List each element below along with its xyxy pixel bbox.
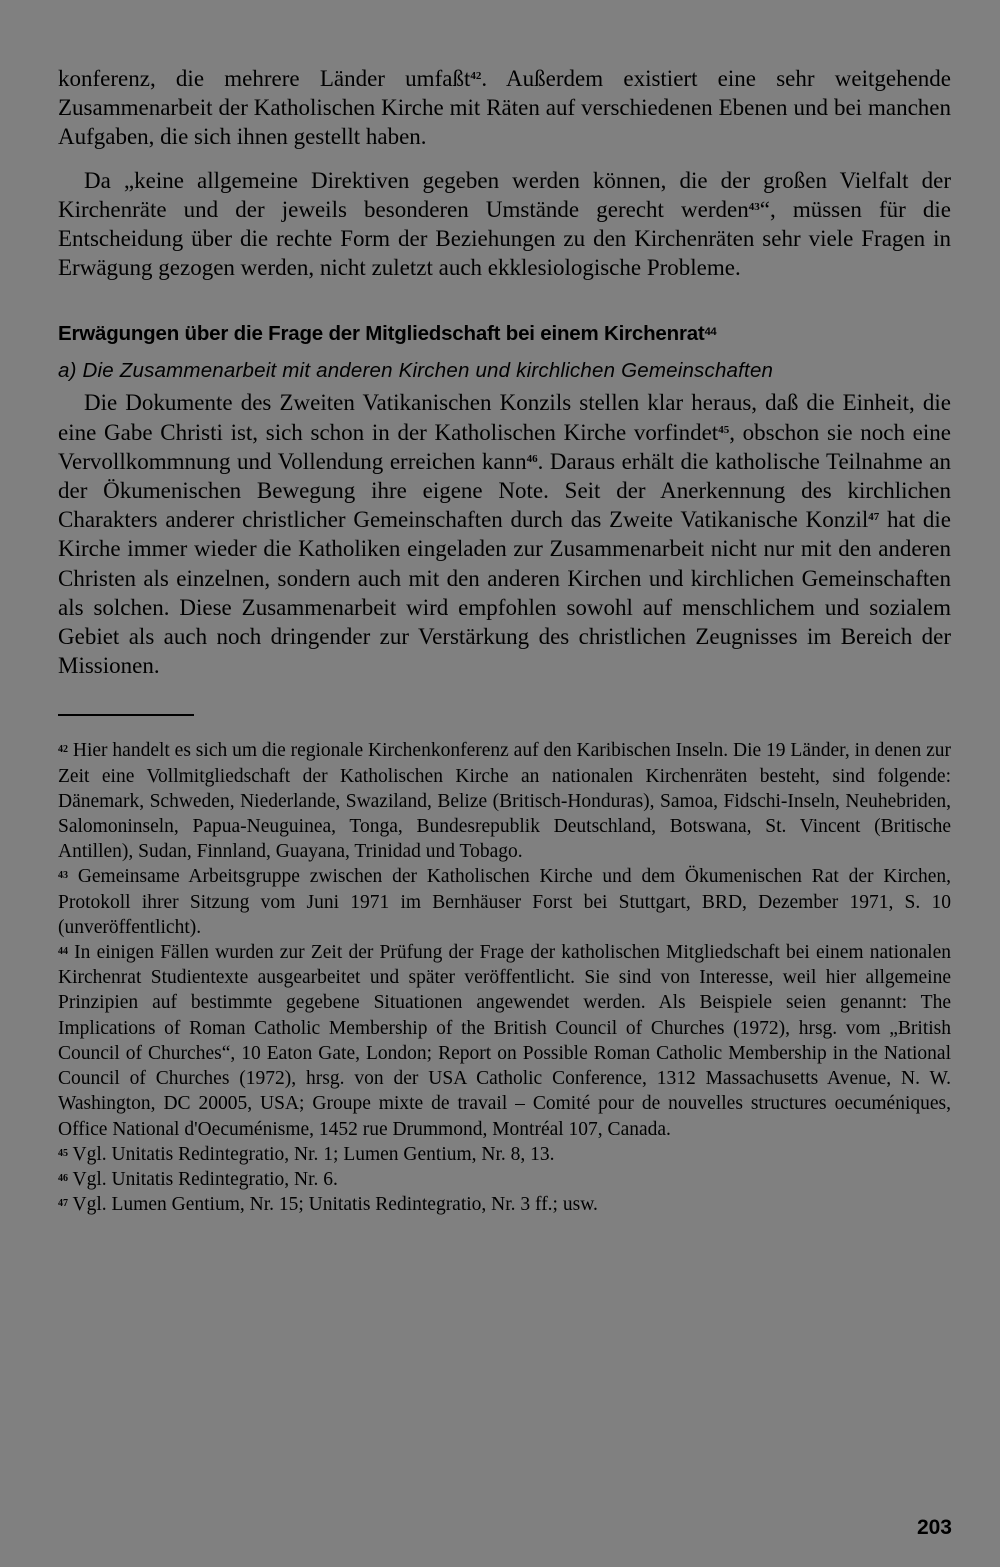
footnote-ref: 46	[526, 452, 538, 465]
footnote-number: 46	[58, 1172, 68, 1184]
footnote-ref: 45	[718, 423, 730, 436]
footnote-ref: 44	[704, 326, 717, 339]
page-content	[58, 64, 951, 1217]
paragraph-text: Die Dokumente des Zweiten Vatikanischen Konzils stellen klar heraus, daß die Einheit, die eine Gabe Christi ist, sich schon in der Katholischen Kirche vorfindet	[58, 390, 951, 445]
footnote-number: 42	[58, 744, 68, 756]
body-paragraph-2	[58, 166, 951, 283]
body-paragraph-1	[58, 64, 951, 152]
footnote-45	[58, 1142, 951, 1167]
footnote-text: Vgl. Unitatis Redintegratio, Nr. 6.	[68, 1168, 338, 1190]
footnote-number: 47	[58, 1198, 68, 1210]
footnote-divider	[58, 714, 194, 716]
heading-text: Erwägungen über die Frage der Mitgliedschaft bei einem Kirchenrat	[58, 322, 705, 346]
paragraph-text: . Daraus erhält die katholische Teilnahme an der Ökumenischen Bewegung ihre eigene Note. Seit der Anerkennung des kirchlichen Charakters anderer christlicher Gemeinschaften durch das Zweite Vatikanische Konzil	[58, 448, 951, 533]
footnote-ref: 47	[868, 511, 880, 524]
footnote-42	[58, 738, 951, 864]
footnote-47	[58, 1192, 951, 1217]
footnote-number: 44	[58, 946, 68, 958]
footnote-46	[58, 1167, 951, 1192]
paragraph-text: . Außerdem existiert eine sehr weitgehende Zusammenarbeit der Katholischen Kirche mit Räten auf verschiedenen Ebenen und bei manchen Aufgaben, die sich ihnen gestellt haben.	[58, 66, 952, 150]
footnotes	[58, 738, 951, 1217]
footnote-number: 45	[58, 1147, 68, 1159]
body-paragraph-3	[58, 388, 951, 680]
footnote-ref: 43	[748, 200, 760, 213]
footnote-number: 43	[58, 870, 68, 882]
paragraph-text: konferenz, die mehrere Länder umfaßt	[58, 66, 471, 91]
footnote-text: Vgl. Unitatis Redintegratio, Nr. 1; Lumen Gentium, Nr. 8, 13.	[68, 1143, 555, 1165]
footnote-44	[58, 940, 951, 1142]
paragraph-text: Da „keine allgemeine Direktiven gegeben werden können, die der großen Vielfalt der Kirchenräte und der jeweils besonderen Umstände gerecht werden	[58, 167, 951, 222]
page-number: 203	[916, 1516, 952, 1539]
subsection-heading: a) Die Zusammenarbeit mit anderen Kirchen und kirchlichen Gemeinschaften	[58, 359, 774, 383]
paragraph-text: hat die Kirche immer wieder die Katholiken eingeladen zur Zusammenarbeit nicht nur mit den anderen Christen als einzelnen, sondern auch mit den anderen Kirchen und kirchlichen Gemeinschaften als solchen. Diese Zusammenarbeit wird empfohlen sowohl auf menschlichem und sozialem Gebiet als auch noch dringender zur Verstärkung des christlichen Zeugnisses im Bereich der Missionen.	[58, 507, 951, 679]
footnote-43	[58, 864, 951, 940]
footnote-text: Vgl. Lumen Gentium, Nr. 15; Unitatis Redintegratio, Nr. 3 ff.; usw.	[68, 1194, 598, 1216]
paragraph-text: , obschon sie noch eine Vervollkommnung und Vollendung erreichen kann	[58, 419, 951, 474]
footnote-text: Hier handelt es sich um die regionale Kirchenkonferenz auf den Karibischen Inseln. Die 19 Länder, in denen zur Zeit eine Vollmitgliedschaft der Katholischen Kirche an nationalen Kirchenräten besteht, sind folgende: Dänemark, Schweden, Niederlande, Swaziland, Belize (Britisch-Honduras), Samoa, Fidschi-Inseln, Neuhebriden, Salomoninseln, Papua-Neuguinea, Tonga, Bundesrepublik Deutschland, Botswana, St. Vincent (Britische Antillen), Sudan, Finnland, Guayana, Trinidad und Tobago.	[58, 740, 951, 863]
paragraph-text: “, müssen für die Entscheidung über die rechte Form der Beziehungen zu den Kirchenräten sehr viele Fragen in Erwägung gezogen werden, nicht zuletzt auch ekklesiologische Probleme.	[58, 196, 951, 281]
footnote-text: Gemeinsame Arbeitsgruppe zwischen der Katholischen Kirche und dem Ökumenischen Rat der Kirchen, Protokoll ihrer Sitzung vom Juni 1971 im Bernhäuser Forst bei Stuttgart, BRD, Dezember 1971, S. 10 (unveröffentlicht).	[58, 866, 951, 938]
footnote-ref: 42	[470, 70, 482, 82]
section-heading	[58, 316, 951, 352]
footnote-text: In einigen Fällen wurden zur Zeit der Prüfung der Frage der katholischen Mitgliedschaft bei einem nationalen Kirchenrat Studientexte ausgearbeitet und später veröffentlicht. Sie sind von Interesse, weil hier allgemeine Prinzipien auf bestimmte gegebene Situationen angewendet werden. Als Beispiele seien genannt: The Implications of Roman Catholic Membership of the British Council of Churches (1972), hrsg. vom „British Council of Churches“, 10 Eaton Gate, London; Report on Possible Roman Catholic Membership in the National Council of Churches (1972), hrsg. von der USA Catholic Conference, 1312 Massachusetts Avenue, N. W. Washington, DC 20005, USA; Groupe mixte de travail – Comité pour de nouvelles structures oecuméniques, Office National d'Oecuménisme, 1452 rue Drummond, Montréal 107, Canada.	[58, 942, 951, 1140]
